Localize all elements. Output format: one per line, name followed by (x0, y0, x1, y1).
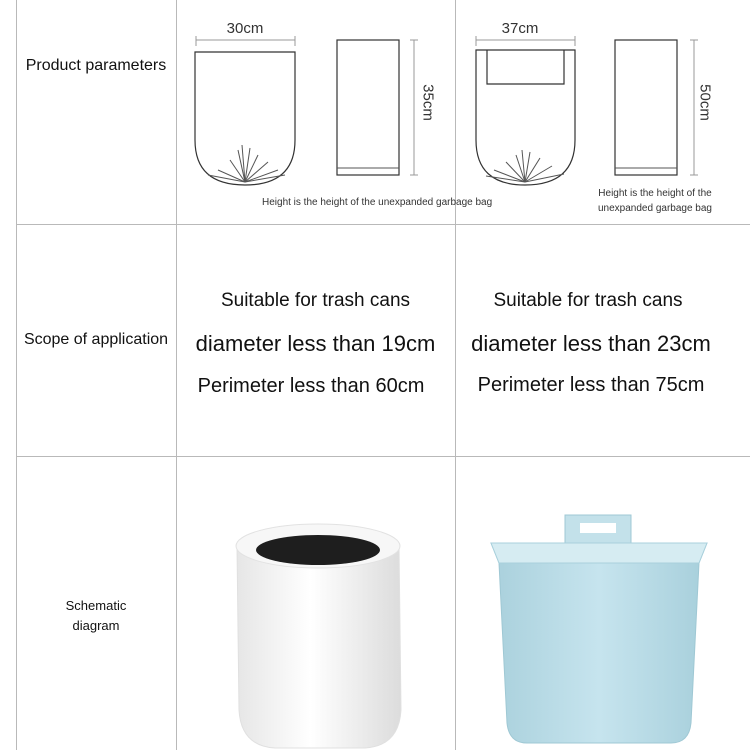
grid-line (16, 456, 750, 457)
bag-height-note: Height is the height of the (598, 188, 712, 199)
scope-line: Perimeter less than 60cm (197, 375, 425, 397)
bag-height-label: 50cm (696, 84, 714, 121)
scope-line: Perimeter less than 75cm (477, 374, 705, 396)
grid-line (16, 0, 17, 750)
scope-line: diameter less than 19cm (195, 331, 436, 356)
blue-trash-can-image (485, 513, 725, 753)
scope-line: Suitable for trash cans (220, 290, 411, 311)
row-label-line: diagram (72, 618, 120, 633)
row-label-line: Schematic (65, 598, 127, 613)
bag-height-note: unexpanded garbage bag (598, 203, 712, 214)
row-label-scope: Scope of application (23, 331, 169, 348)
bag-width-label: 37cm (501, 20, 539, 37)
white-trash-can-image (225, 510, 425, 750)
scope-line: diameter less than 23cm (471, 331, 711, 356)
bag-height-note: Height is the height of the unexpanded garbage bag (262, 197, 493, 208)
bag-width-label: 30cm (226, 20, 264, 37)
bag-height-label: 35cm (419, 84, 437, 121)
scope-line: Suitable for trash cans (493, 290, 683, 311)
grid-line (16, 224, 750, 225)
row-label-product-parameters: Product parameters (25, 57, 167, 74)
row-label-schematic (16, 596, 176, 636)
